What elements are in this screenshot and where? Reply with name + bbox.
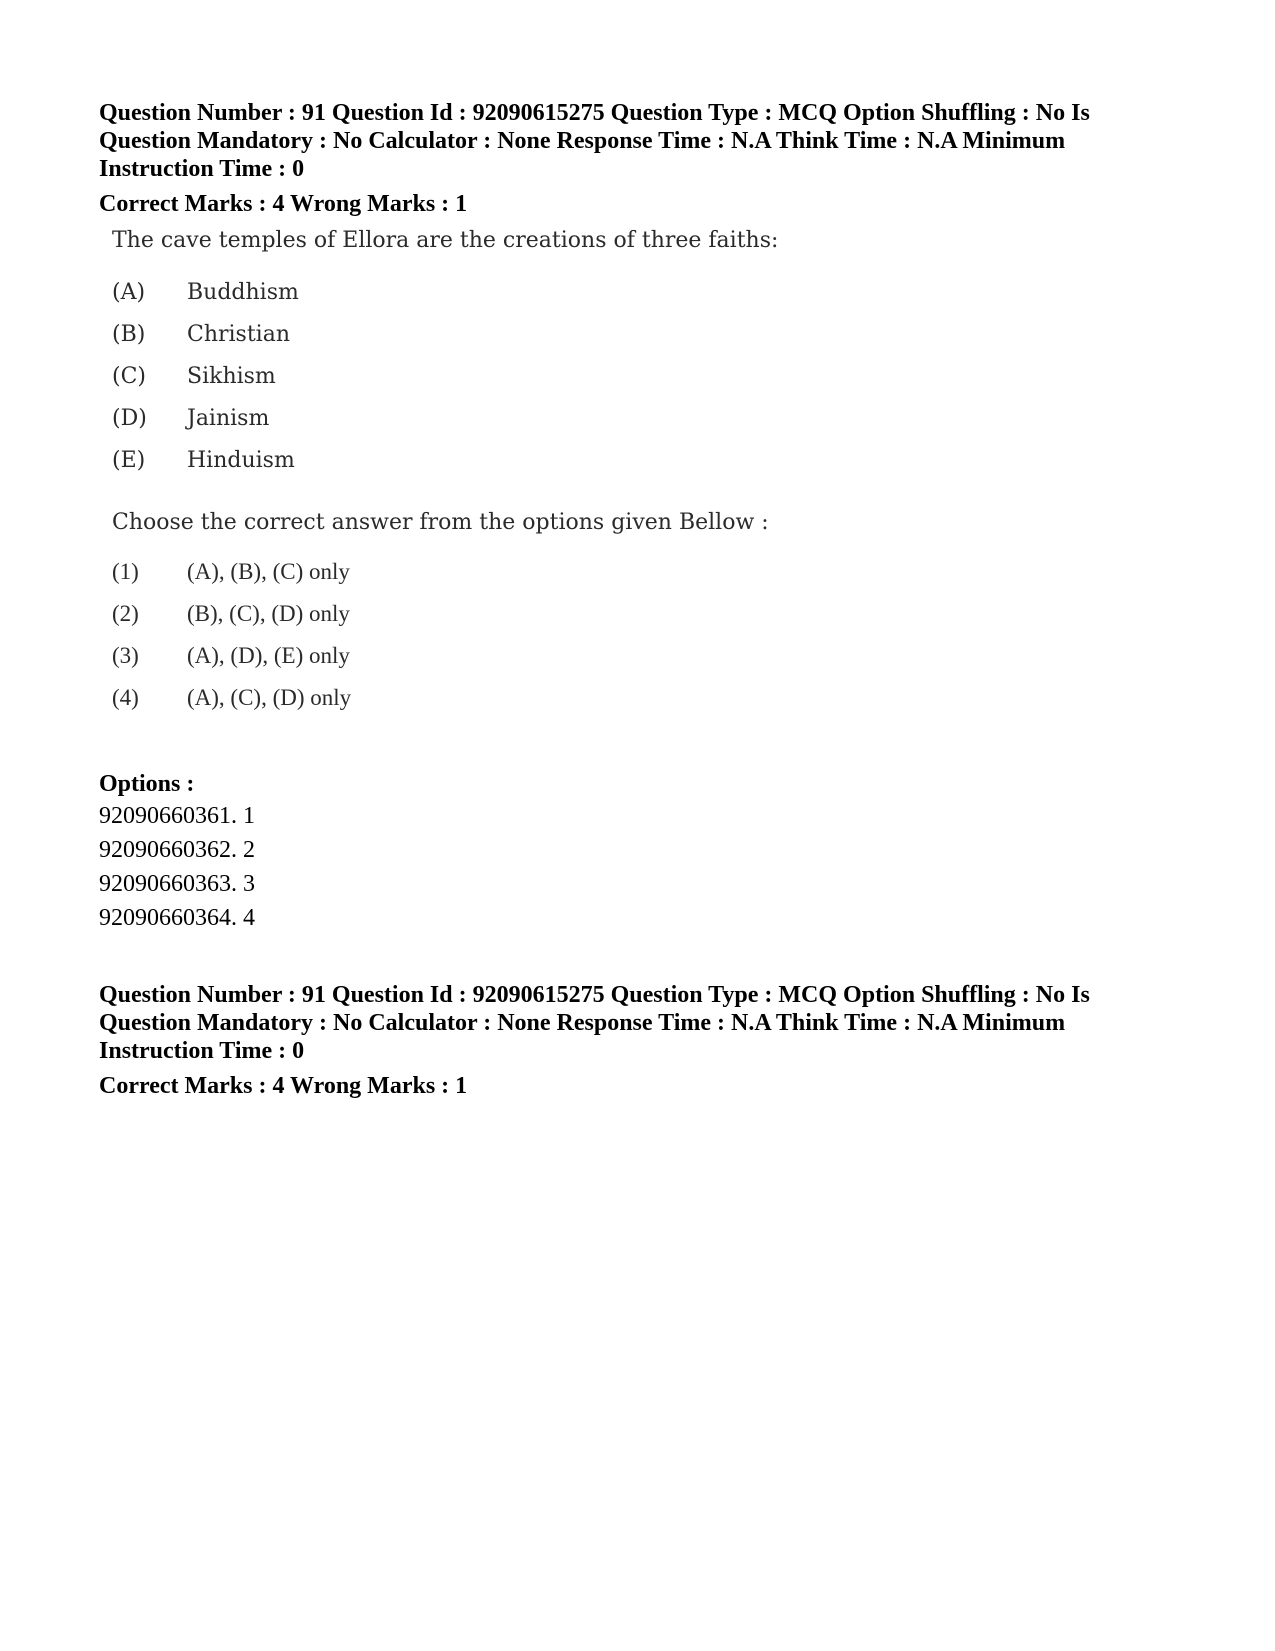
statement-item <box>112 280 299 305</box>
statement-text: Hinduism <box>187 448 295 473</box>
statement-label: (A) <box>112 280 146 305</box>
choice-label: (3) <box>112 643 139 668</box>
meta-line: Question Number : 91 Question Id : 92090615275 Question Type : MCQ Option Shuffling : No Is <box>99 982 1090 1008</box>
choice-item <box>112 601 350 627</box>
statement-label: (C) <box>112 364 146 389</box>
choice-label: (1) <box>112 559 139 584</box>
statement-item <box>112 322 290 347</box>
statement-text: Jainism <box>187 406 270 431</box>
statement-label: (E) <box>112 448 146 473</box>
choice-text: (A), (C), (D) only <box>187 685 352 710</box>
choice-text: (B), (C), (D) only <box>187 601 350 626</box>
question-meta <box>99 99 1179 183</box>
statement-label: (B) <box>112 322 146 347</box>
question-body <box>100 228 820 748</box>
choice-label: (2) <box>112 601 139 626</box>
statement-text: Buddhism <box>187 280 299 305</box>
statement-item <box>112 406 269 431</box>
question-instruction: Choose the correct answer from the options given Bellow : <box>112 510 769 535</box>
question-stem: The cave temples of Ellora are the creations of three faiths: <box>112 228 779 253</box>
choice-item <box>112 643 350 669</box>
choice-text: (A), (D), (E) only <box>187 643 350 668</box>
question-meta <box>99 981 1179 1065</box>
statement-item <box>112 364 276 389</box>
statement-label: (D) <box>112 406 147 431</box>
marks-line: Correct Marks : 4 Wrong Marks : 1 <box>99 1073 468 1099</box>
answer-option: 92090660364. 4 <box>99 905 255 931</box>
marks-line: Correct Marks : 4 Wrong Marks : 1 <box>99 191 468 217</box>
statement-text: Christian <box>187 322 291 347</box>
options-heading: Options : <box>99 771 195 797</box>
statement-text: Sikhism <box>187 364 276 389</box>
choice-label: (4) <box>112 685 139 710</box>
meta-line: Instruction Time : 0 <box>99 156 305 182</box>
meta-line: Instruction Time : 0 <box>99 1038 305 1064</box>
answer-option: 92090660361. 1 <box>99 803 255 829</box>
statement-item <box>112 448 295 473</box>
choice-item <box>112 685 351 711</box>
answer-option: 92090660363. 3 <box>99 871 255 897</box>
choice-item <box>112 559 350 585</box>
answer-option: 92090660362. 2 <box>99 837 255 863</box>
choice-text: (A), (B), (C) only <box>187 559 350 584</box>
meta-line: Question Mandatory : No Calculator : None Response Time : N.A Think Time : N.A Minimum <box>99 128 1066 154</box>
meta-line: Question Number : 91 Question Id : 92090615275 Question Type : MCQ Option Shuffling : No Is <box>99 100 1090 126</box>
meta-line: Question Mandatory : No Calculator : None Response Time : N.A Think Time : N.A Minimum <box>99 1010 1066 1036</box>
